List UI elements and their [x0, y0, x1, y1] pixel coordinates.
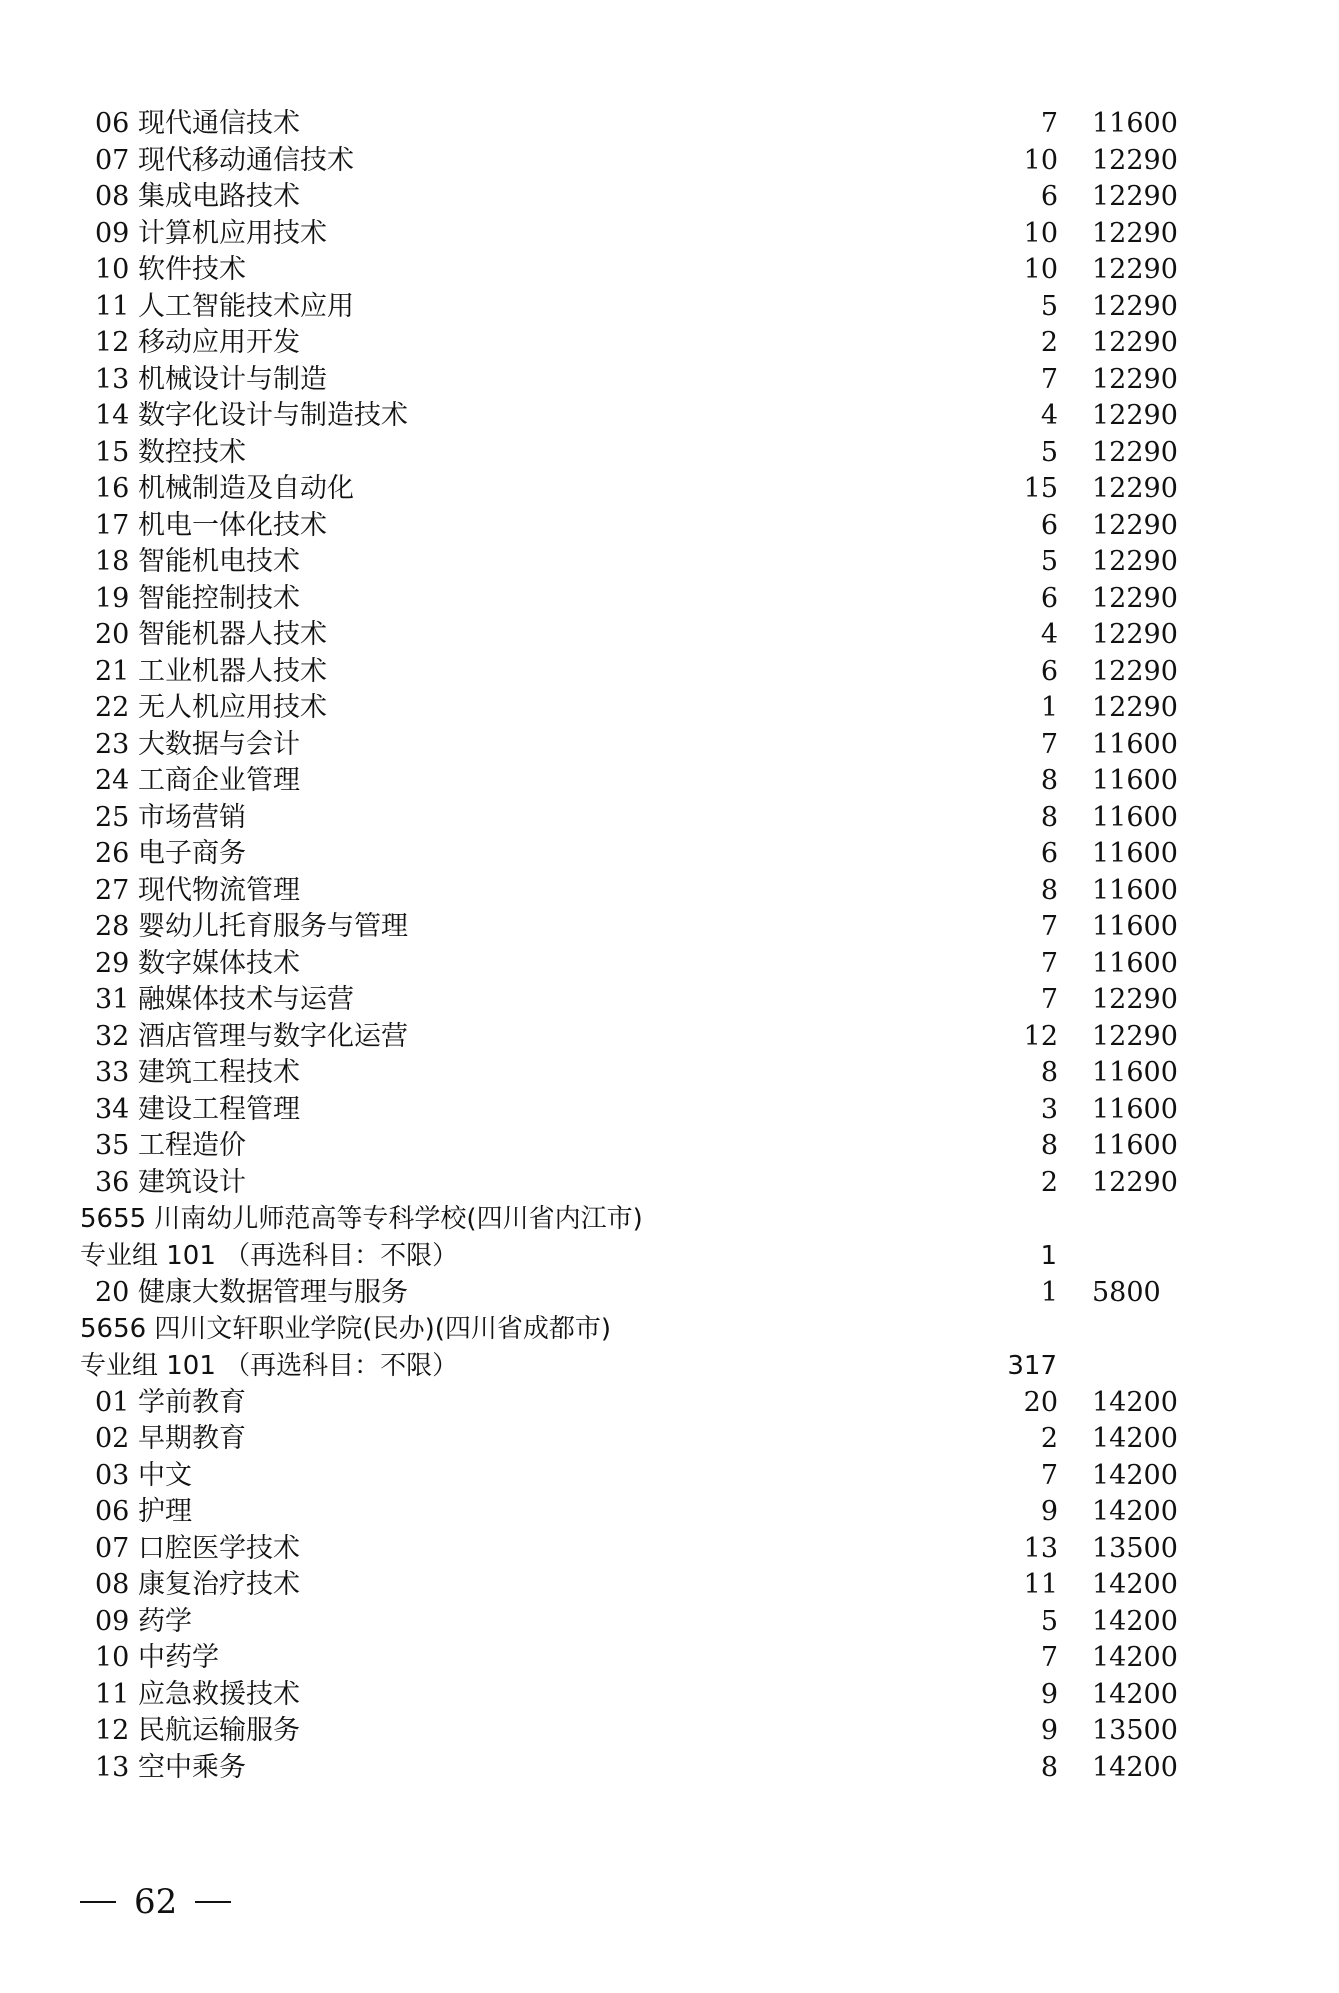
- major-code: 24: [95, 765, 130, 796]
- major-name: 早期教育: [138, 1423, 246, 1454]
- major-name: 应急救援技术: [138, 1678, 300, 1710]
- major-row: [0, 763, 1339, 800]
- plan-count: 6: [1040, 509, 1058, 541]
- major-name: 民航运输服务: [138, 1715, 300, 1746]
- plan-count: 10: [1023, 217, 1058, 249]
- major-row: [0, 179, 1339, 216]
- major-row: [0, 1604, 1339, 1641]
- major-row: [0, 1019, 1339, 1056]
- major-name: 工程造价: [138, 1130, 246, 1161]
- major-row: [0, 873, 1339, 910]
- tuition-fee: 12290: [1092, 254, 1178, 285]
- major-code: 36: [95, 1166, 130, 1198]
- major-code: 17: [95, 509, 130, 541]
- major-name: 融媒体技术与运营: [138, 984, 354, 1015]
- major-code: 32: [95, 1020, 130, 1052]
- plan-count: 5: [1040, 1605, 1058, 1637]
- major-row: [0, 1385, 1339, 1422]
- major-name: 机械制造及自动化: [138, 473, 354, 504]
- school-heading: [0, 1311, 1339, 1348]
- tuition-fee: 13500: [1092, 1715, 1178, 1746]
- plan-count: 2: [1040, 1423, 1058, 1454]
- plan-count: 9: [1040, 1678, 1058, 1710]
- major-code: 20: [95, 619, 130, 650]
- major-name: 康复治疗技术: [138, 1569, 300, 1600]
- tuition-fee: 11600: [1092, 1057, 1178, 1088]
- major-code: 11: [95, 1678, 130, 1710]
- major-row: [0, 1458, 1339, 1495]
- major-name: 健康大数据管理与服务: [138, 1276, 408, 1308]
- major-row: [0, 909, 1339, 946]
- plan-count: 8: [1040, 1130, 1058, 1161]
- major-row: [0, 106, 1339, 143]
- major-group-row: [0, 1238, 1339, 1275]
- major-row: [0, 1713, 1339, 1750]
- major-name: 空中乘务: [138, 1751, 246, 1783]
- major-code: 14: [95, 400, 130, 431]
- major-code: 03: [95, 1459, 130, 1491]
- tuition-fee: 11600: [1092, 911, 1178, 942]
- plan-count: 15: [1023, 473, 1058, 504]
- tuition-fee: 12290: [1092, 473, 1178, 504]
- major-name: 数控技术: [138, 436, 246, 468]
- tuition-fee: 14200: [1092, 1605, 1178, 1637]
- major-row: [0, 727, 1339, 764]
- major-name: 药学: [138, 1605, 192, 1637]
- plan-count: 8: [1040, 1057, 1058, 1088]
- major-code: 06: [95, 108, 130, 139]
- tuition-fee: 14200: [1092, 1678, 1178, 1710]
- major-code: 09: [95, 1605, 130, 1637]
- plan-count: 5: [1040, 546, 1058, 577]
- tuition-fee: 11600: [1092, 801, 1178, 833]
- page-number: 62: [134, 1882, 178, 1922]
- major-code: 07: [95, 144, 130, 176]
- major-row: [0, 252, 1339, 289]
- plan-count: 20: [1023, 1386, 1058, 1418]
- major-code: 34: [95, 1093, 130, 1125]
- major-name: 智能机器人技术: [138, 619, 327, 650]
- major-name: 建设工程管理: [138, 1093, 300, 1125]
- major-group-title: 专业组 101 （再选科目：不限）: [80, 1351, 459, 1381]
- major-code: 33: [95, 1057, 130, 1088]
- plan-count: 8: [1040, 874, 1058, 906]
- plan-count: 8: [1040, 765, 1058, 796]
- major-name: 中药学: [138, 1642, 219, 1673]
- plan-count: 10: [1023, 144, 1058, 176]
- major-row: [0, 1567, 1339, 1604]
- tuition-fee: 12290: [1092, 984, 1178, 1015]
- tuition-fee: 14200: [1092, 1423, 1178, 1454]
- footer-dash-left: [80, 1901, 116, 1903]
- major-code: 10: [95, 254, 130, 285]
- plan-count: 7: [1040, 108, 1058, 139]
- major-row: [0, 325, 1339, 362]
- plan-count: 6: [1040, 181, 1058, 212]
- major-code: 12: [95, 327, 130, 358]
- plan-count: 7: [1040, 1642, 1058, 1673]
- major-name: 现代通信技术: [138, 108, 300, 139]
- major-code: 15: [95, 436, 130, 468]
- plan-count: 2: [1040, 1166, 1058, 1198]
- tuition-fee: 12290: [1092, 290, 1178, 322]
- major-row: [0, 690, 1339, 727]
- tuition-fee: 12290: [1092, 363, 1178, 395]
- major-name: 现代物流管理: [138, 874, 300, 906]
- tuition-fee: 11600: [1092, 1093, 1178, 1125]
- tuition-fee: 12290: [1092, 1166, 1178, 1198]
- major-name: 酒店管理与数字化运营: [138, 1020, 408, 1052]
- major-code: 02: [95, 1423, 130, 1454]
- major-name: 建筑设计: [138, 1166, 246, 1198]
- major-code: 25: [95, 801, 130, 833]
- major-row: [0, 1750, 1339, 1787]
- plan-count: 4: [1040, 619, 1058, 650]
- major-row: [0, 1128, 1339, 1165]
- major-code: 08: [95, 1569, 130, 1600]
- major-name: 数字媒体技术: [138, 947, 300, 979]
- major-name: 建筑工程技术: [138, 1057, 300, 1088]
- major-name: 电子商务: [138, 838, 246, 869]
- major-row: [0, 362, 1339, 399]
- tuition-fee: 14200: [1092, 1459, 1178, 1491]
- school-title: 5655 川南幼儿师范高等专科学校(四川省内江市): [80, 1204, 643, 1234]
- major-name: 中文: [138, 1459, 192, 1491]
- plan-count: 5: [1040, 290, 1058, 322]
- major-row: [0, 800, 1339, 837]
- major-name: 口腔医学技术: [138, 1532, 300, 1564]
- major-row: [0, 654, 1339, 691]
- major-code: 20: [95, 1276, 130, 1308]
- major-code: 13: [95, 363, 130, 395]
- major-code: 09: [95, 217, 130, 249]
- major-code: 26: [95, 838, 130, 869]
- major-code: 07: [95, 1532, 130, 1564]
- major-code: 06: [95, 1496, 130, 1527]
- tuition-fee: 12290: [1092, 400, 1178, 431]
- major-code: 28: [95, 911, 130, 942]
- footer-dash-right: [195, 1901, 231, 1903]
- plan-count: 7: [1040, 728, 1058, 760]
- tuition-fee: 12290: [1092, 1020, 1178, 1052]
- major-code: 18: [95, 546, 130, 577]
- major-code: 31: [95, 984, 130, 1015]
- major-code: 19: [95, 582, 130, 614]
- major-code: 13: [95, 1751, 130, 1783]
- major-name: 学前教育: [138, 1386, 246, 1418]
- tuition-fee: 14200: [1092, 1496, 1178, 1527]
- tuition-fee: 11600: [1092, 874, 1178, 906]
- tuition-fee: 14200: [1092, 1569, 1178, 1600]
- tuition-fee: 11600: [1092, 838, 1178, 869]
- tuition-fee: 11600: [1092, 947, 1178, 979]
- major-name: 软件技术: [138, 254, 246, 285]
- tuition-fee: 11600: [1092, 765, 1178, 796]
- tuition-fee: 12290: [1092, 327, 1178, 358]
- plan-count: 5: [1040, 436, 1058, 468]
- major-group-row: [0, 1348, 1339, 1385]
- major-code: 21: [95, 655, 130, 687]
- major-row: [0, 435, 1339, 472]
- major-code: 35: [95, 1130, 130, 1161]
- tuition-fee: 11600: [1092, 728, 1178, 760]
- plan-count: 7: [1040, 363, 1058, 395]
- major-row: [0, 216, 1339, 253]
- major-name: 人工智能技术应用: [138, 290, 354, 322]
- major-row: [0, 1275, 1339, 1312]
- plan-count: 7: [1040, 947, 1058, 979]
- major-name: 工商企业管理: [138, 765, 300, 796]
- plan-count: 13: [1023, 1532, 1058, 1564]
- major-row: [0, 398, 1339, 435]
- major-row: [0, 1092, 1339, 1129]
- plan-count: 9: [1040, 1496, 1058, 1527]
- plan-count: 3: [1040, 1093, 1058, 1125]
- plan-count: 1: [1040, 692, 1058, 723]
- major-name: 无人机应用技术: [138, 692, 327, 723]
- major-row: [0, 1055, 1339, 1092]
- major-name: 数字化设计与制造技术: [138, 400, 408, 431]
- major-row: [0, 836, 1339, 873]
- plan-count: 12: [1023, 1020, 1058, 1052]
- major-name: 现代移动通信技术: [138, 144, 354, 176]
- major-name: 大数据与会计: [138, 728, 300, 760]
- major-code: 22: [95, 692, 130, 723]
- major-name: 计算机应用技术: [138, 217, 327, 249]
- tuition-fee: 12290: [1092, 619, 1178, 650]
- major-name: 集成电路技术: [138, 181, 300, 212]
- major-row: [0, 1531, 1339, 1568]
- major-row: [0, 143, 1339, 180]
- tuition-fee: 12290: [1092, 144, 1178, 176]
- major-code: 01: [95, 1386, 130, 1418]
- tuition-fee: 12290: [1092, 436, 1178, 468]
- admission-listing: [0, 106, 1339, 1786]
- plan-count: 11: [1023, 1569, 1058, 1600]
- major-row: [0, 544, 1339, 581]
- plan-count: 6: [1040, 582, 1058, 614]
- tuition-fee: 14200: [1092, 1751, 1178, 1783]
- major-name: 移动应用开发: [138, 327, 300, 358]
- major-row: [0, 946, 1339, 983]
- major-name: 工业机器人技术: [138, 655, 327, 687]
- major-row: [0, 1677, 1339, 1714]
- major-row: [0, 1640, 1339, 1677]
- major-row: [0, 508, 1339, 545]
- major-code: 27: [95, 874, 130, 906]
- major-row: [0, 581, 1339, 618]
- plan-count: 9: [1040, 1715, 1058, 1746]
- tuition-fee: 11600: [1092, 108, 1178, 139]
- major-code: 23: [95, 728, 130, 760]
- plan-count: 8: [1040, 1751, 1058, 1783]
- tuition-fee: 12290: [1092, 546, 1178, 577]
- major-code: 10: [95, 1642, 130, 1673]
- major-row: [0, 617, 1339, 654]
- plan-count: 1: [1040, 1276, 1058, 1308]
- tuition-fee: 12290: [1092, 692, 1178, 723]
- tuition-fee: 12290: [1092, 582, 1178, 614]
- plan-count: 7: [1040, 911, 1058, 942]
- major-group-title: 专业组 101 （再选科目：不限）: [80, 1241, 459, 1271]
- group-plan-count: 1: [1040, 1241, 1057, 1271]
- group-plan-count: 317: [1007, 1351, 1057, 1381]
- plan-count: 2: [1040, 327, 1058, 358]
- tuition-fee: 14200: [1092, 1386, 1178, 1418]
- tuition-fee: 12290: [1092, 181, 1178, 212]
- tuition-fee: 13500: [1092, 1532, 1178, 1564]
- major-name: 智能控制技术: [138, 582, 300, 614]
- plan-count: 6: [1040, 655, 1058, 687]
- major-code: 11: [95, 290, 130, 322]
- plan-count: 6: [1040, 838, 1058, 869]
- major-name: 机电一体化技术: [138, 509, 327, 541]
- plan-count: 8: [1040, 801, 1058, 833]
- major-row: [0, 289, 1339, 326]
- major-name: 婴幼儿托育服务与管理: [138, 911, 408, 942]
- major-row: [0, 1494, 1339, 1531]
- major-name: 智能机电技术: [138, 546, 300, 577]
- school-heading: [0, 1201, 1339, 1238]
- tuition-fee: 11600: [1092, 1130, 1178, 1161]
- tuition-fee: 12290: [1092, 655, 1178, 687]
- major-row: [0, 982, 1339, 1019]
- plan-count: 4: [1040, 400, 1058, 431]
- plan-count: 10: [1023, 254, 1058, 285]
- major-name: 市场营销: [138, 801, 246, 833]
- plan-count: 7: [1040, 984, 1058, 1015]
- page-footer: [80, 1880, 231, 1922]
- tuition-fee: 5800: [1092, 1276, 1161, 1308]
- major-code: 08: [95, 181, 130, 212]
- school-title: 5656 四川文轩职业学院(民办)(四川省成都市): [80, 1314, 612, 1344]
- major-row: [0, 1165, 1339, 1202]
- major-name: 护理: [138, 1496, 192, 1527]
- major-row: [0, 471, 1339, 508]
- major-row: [0, 1421, 1339, 1458]
- major-code: 12: [95, 1715, 130, 1746]
- plan-count: 7: [1040, 1459, 1058, 1491]
- major-name: 机械设计与制造: [138, 363, 327, 395]
- tuition-fee: 12290: [1092, 217, 1178, 249]
- major-code: 16: [95, 473, 130, 504]
- major-code: 29: [95, 947, 130, 979]
- tuition-fee: 14200: [1092, 1642, 1178, 1673]
- tuition-fee: 12290: [1092, 509, 1178, 541]
